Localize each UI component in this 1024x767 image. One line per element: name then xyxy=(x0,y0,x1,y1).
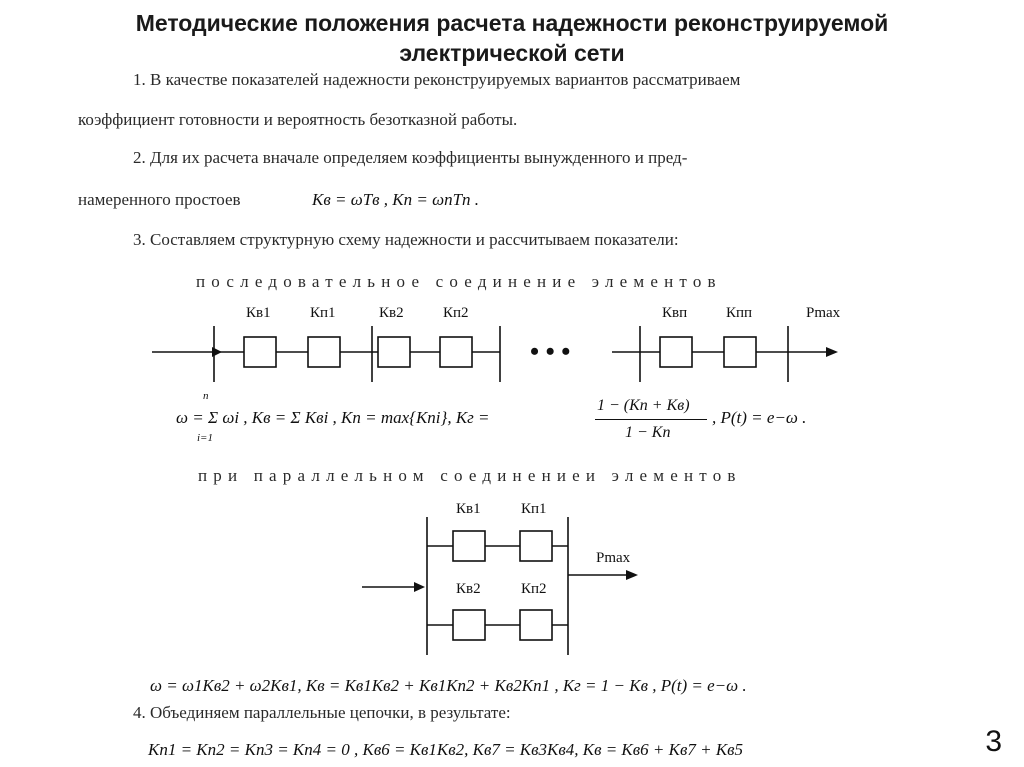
parallel-label-kv2: Кв2 xyxy=(456,581,481,597)
paragraph-3: 3. Составляем структурную схему надежности и рассчитываем показатели: xyxy=(133,230,679,249)
series-label-kp2: Кп2 xyxy=(443,305,469,321)
result-formula: Kп1 = Kп2 = Kп3 = Kп4 = 0 , Kв6 = Kв1Kв2, Kв7 = Kв3Kв4, Kв = Kв6 + Kв7 + Kв5 xyxy=(148,740,744,759)
series-formula-part2: , P(t) = e−ω . xyxy=(712,408,807,427)
parallel-label-kp1: Кп1 xyxy=(521,501,547,517)
series-formula-part1: ω = Σ ωi , Kв = Σ Kвi , Kп = max{Kпi}, Kг = xyxy=(176,408,490,427)
series-heading: последовательное соединение элементов xyxy=(196,272,722,291)
fraction-denominator: 1 − Kп xyxy=(625,424,671,441)
paragraph-2-line-1: 2. Для их расчета вначале определяем коэффициенты вынужденного и пред- xyxy=(133,148,688,167)
title-line-2: электрической сети xyxy=(399,40,625,66)
paragraph-4: 4. Объединяем параллельные цепочки, в результате: xyxy=(133,703,511,722)
parallel-heading: при параллельном соединениеи элементов xyxy=(198,466,742,485)
series-ellipsis: • • • xyxy=(530,337,571,366)
parallel-label-kp2: Кп2 xyxy=(521,581,547,597)
parallel-box-kp1 xyxy=(520,531,552,561)
series-output-label: Pmax xyxy=(806,305,841,321)
paragraph-2-line-2: намеренного простоев xyxy=(78,190,241,209)
downtime-formula: Kв = ωTв , Kп = ωпTп . xyxy=(312,190,480,209)
parallel-box-kv2 xyxy=(453,610,485,640)
parallel-output-label: Pmax xyxy=(596,550,631,566)
title-line-1: Методические положения расчета надежности реконструируемой xyxy=(135,10,889,36)
series-label-kv1: Кв1 xyxy=(246,305,271,321)
paragraph-1-line-2: коэффициент готовности и вероятность безотказной работы. xyxy=(78,110,518,129)
parallel-box-kv1 xyxy=(453,531,485,561)
fraction-numerator: 1 − (Kп + Kв) xyxy=(597,397,690,414)
sum-upper-limit: n xyxy=(203,390,209,402)
series-label-kvp: Квп xyxy=(662,305,688,321)
series-label-kpp: Кпп xyxy=(726,305,753,321)
series-label-kp1: Кп1 xyxy=(310,305,336,321)
series-label-kv2: Кв2 xyxy=(379,305,404,321)
parallel-box-kp2 xyxy=(520,610,552,640)
parallel-label-kv1: Кв1 xyxy=(456,501,481,517)
parallel-output-arrow xyxy=(626,570,638,580)
paragraph-1-line-1: 1. В качестве показателей надежности реконструируемых вариантов рассматриваем xyxy=(133,70,741,89)
sum-lower-limit: i=1 xyxy=(197,432,213,444)
parallel-input-arrow xyxy=(414,582,425,592)
parallel-formula: ω = ω1Kв2 + ω2Kв1, Kв = Kв1Kв2 + Kв1Kп2 + Kв2Kп1 , Kг = 1 − Kв , P(t) = e−ω . xyxy=(150,676,747,695)
page-number: 3 xyxy=(985,725,1002,758)
